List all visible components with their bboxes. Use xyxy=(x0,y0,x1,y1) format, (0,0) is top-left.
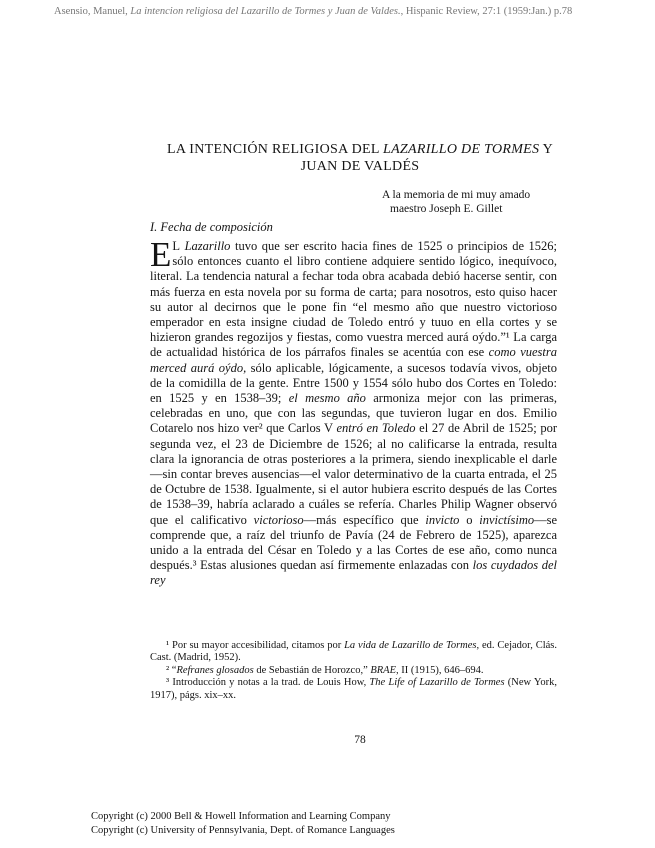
body-italic-6: invicto xyxy=(425,512,460,527)
body-italic-3: el mesmo año xyxy=(288,391,366,406)
body-seg-5: el 27 de Abril de 1525; por segunda vez, el 23 de Diciembre de 1526; al no calificarse la entrada, resulta clara la ignorancia de otras posteriores a la primera, siendo inexplicable el darle—sin contar breves ausencias—el valor determinativo de la cuarta entrada, el 25 de Octubre de 1538. Igualmente, si el autor hubiera escrito después de las Cortes de 1538–39, habría aclarado a cuáles se refería. Charles Philip Wagner observó que el calificativo xyxy=(150,421,558,527)
body-seg-1: L xyxy=(172,239,181,253)
footnote-2-text: ² “ xyxy=(166,664,177,676)
page-number: 78 xyxy=(354,734,366,746)
citation-source: , Hispanic Review, 27:1 (1959:Jan.) p.78 xyxy=(400,6,573,17)
body-italic-5: victorioso xyxy=(253,512,304,527)
body-italic-1: Lazarillo xyxy=(184,239,231,253)
title-suffix: Y JUAN DE VALDÉS xyxy=(300,142,554,174)
citation-author: Asensio, Manuel, xyxy=(54,6,128,17)
dedication xyxy=(382,188,582,216)
footnote-3-text: ³ Introducción y notas a la trad. de Louis How, xyxy=(166,677,367,689)
section-heading: I. Fecha de composición xyxy=(150,220,273,234)
footnote-2-rest: de Sebastián de Horozco,” xyxy=(256,664,368,676)
body-seg-6: —más específico que xyxy=(303,512,419,527)
body-seg-8: —se comprende que, a raíz del triunfo de Pavía (24 de Febrero de 1525), aparezca unido a la entrada del César en Toledo y a las Cortes de ese año, como nunca después.³ Estas alusiones quedan así firmemente enlazadas con xyxy=(150,512,558,573)
body-italic-8: los cuydados del rey xyxy=(150,558,557,588)
body-seg-4: armoniza mejor con las primeras, celebradas en uno, que con las segundas, que tuvieron lugar en dos. Emilio Cotarelo nos hizo ver² que Carlos V xyxy=(150,391,558,436)
citation-title: La intencion religiosa del Lazarillo de Tormes y Juan de Valdes. xyxy=(130,6,401,17)
body-paragraph xyxy=(150,235,558,589)
drop-cap: E xyxy=(150,235,172,274)
footnote-1 xyxy=(150,640,557,665)
body-italic-2: como vuestra merced aurá oýdo, xyxy=(150,345,558,375)
footnote-3-rest: (New York, 1917), págs. xix–xx. xyxy=(150,677,558,701)
footnote-3 xyxy=(150,677,557,702)
footnote-2-volume: II (1915), 646–694. xyxy=(401,664,484,676)
body-italic-4: entró en Toledo xyxy=(336,421,416,436)
footnote-1-rest: ed. Cejador, Clás. Cast. (Madrid, 1952). xyxy=(150,640,558,664)
dedication-line-1: A la memoria de mi muy amado xyxy=(382,189,531,201)
footnotes xyxy=(150,640,557,702)
footnote-2-italic: Refranes glosados xyxy=(176,664,254,676)
footnote-3-italic: The Life of Lazarillo de Tormes xyxy=(369,677,505,689)
dedication-line-2: maestro Joseph E. Gillet xyxy=(390,203,503,215)
footnote-1-text: ¹ Por su mayor accesibilidad, citamos por xyxy=(166,640,342,651)
copyright-line-2: Copyright (c) University of Pennsylvania, Dept. of Romance Languages xyxy=(91,824,395,836)
body-text xyxy=(150,235,558,589)
body-seg-3: sólo aplicable, lógicamente, a sucesos todavía vivos, objeto de la comidilla de la gente. Entre 1500 y 1554 sólo hubo dos Cortes en Toledo: en 1525 y en 1538–39; xyxy=(150,360,557,406)
footnote-1-italic: La vida de Lazarillo de Tormes, xyxy=(344,640,480,651)
body-italic-7: invictísimo xyxy=(479,512,535,527)
copyright-notice xyxy=(91,810,561,837)
footnote-2 xyxy=(150,665,557,677)
body-seg-7: o xyxy=(466,512,473,527)
article-title xyxy=(150,141,570,175)
title-prefix: LA INTENCIÓN RELIGIOSA DEL xyxy=(166,142,380,157)
body-seg-2: tuvo que ser escrito hacia fines de 1525 o principios de 1526; sólo entonces cuanto el libro contiene adquiere sentido lógico, inequívoco, literal. La tendencia natural a fechar toda obra acabada debió hacerse sentir, con más fuerza en esta novela por su forma de carta; para nosotros, esto quiso hacer su autor al decirnos que le pone fin “el mesmo año que nuestro victorioso emperador en esta insigne ciudad de Toledo entró y tuuo en ella cortes y se hizieron grandes regozijos y fiestas, como vuestra merced aurá oýdo.”¹ La carga de actualidad histórica de los párrafos finales se acentúa con ese xyxy=(150,239,558,360)
copyright-line-1: Copyright (c) 2000 Bell & Howell Information and Learning Company xyxy=(91,811,391,822)
footnote-2-journal: BRAE, xyxy=(370,664,399,676)
title-italic: LAZARILLO DE TORMES xyxy=(382,142,540,157)
citation-header xyxy=(54,6,614,19)
